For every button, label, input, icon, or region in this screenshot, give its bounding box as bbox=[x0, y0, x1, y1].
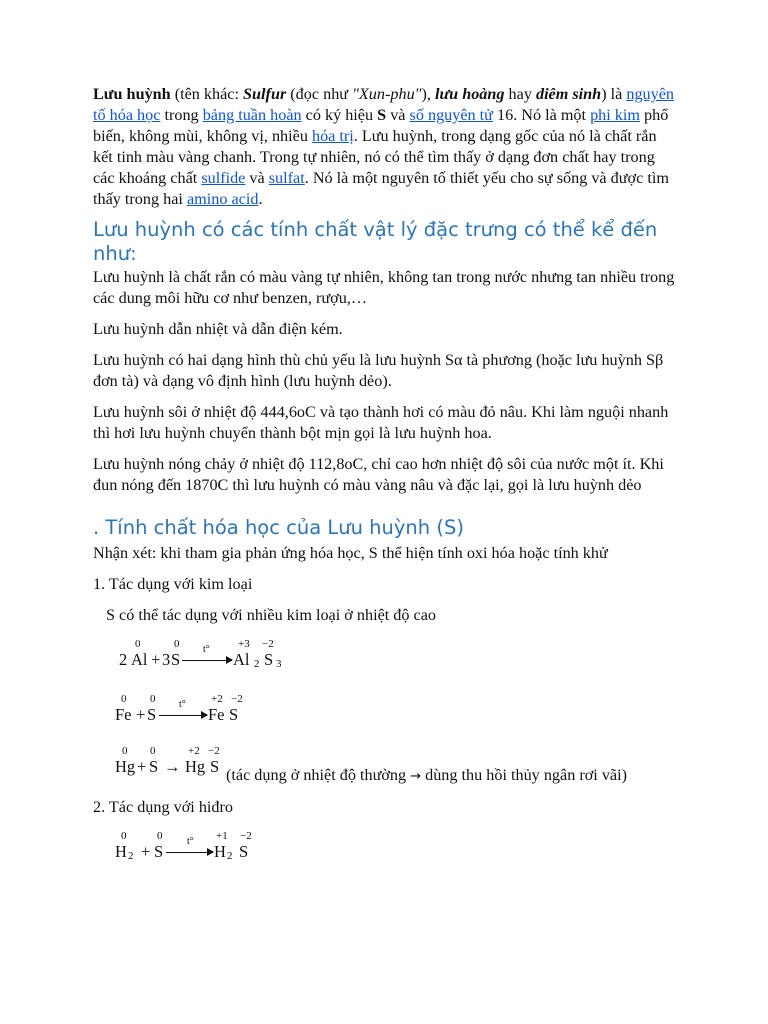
note-text: dùng thu hồi thủy ngân rơi vãi) bbox=[421, 766, 627, 784]
reaction-arrow bbox=[182, 660, 232, 661]
equation-al-s bbox=[119, 638, 678, 672]
plus-sign: + bbox=[137, 757, 147, 776]
condition-temperature: t° bbox=[203, 644, 210, 655]
coefficient: 2 bbox=[119, 650, 128, 669]
link-sulfat[interactable]: sulfat bbox=[268, 169, 305, 187]
text: . bbox=[258, 190, 263, 208]
reactant: H bbox=[115, 842, 127, 861]
physical-property-1: Lưu huỳnh là chất rắn có màu vàng tự nhiên, không tan trong nước nhưng tan nhiều trong các dung môi hữu cơ như benzen, rượu,… bbox=[93, 268, 675, 307]
text: trong bbox=[160, 106, 203, 124]
text: có ký hiệu bbox=[301, 106, 378, 124]
subscript: 3 bbox=[276, 658, 282, 670]
product: S bbox=[229, 705, 239, 724]
oxidation-state: −2 bbox=[262, 638, 274, 650]
equation-fe-s bbox=[115, 693, 678, 727]
text: và bbox=[245, 169, 269, 187]
oxidation-state: 0 bbox=[122, 745, 128, 757]
text: và bbox=[386, 106, 410, 124]
product: Hg bbox=[185, 757, 206, 776]
remark: Nhận xét: khi tham gia phản ứng hóa học, S thể hiện tính oxi hóa hoặc tính khử bbox=[93, 544, 608, 562]
condition-temperature: t° bbox=[187, 836, 194, 847]
reactant: S bbox=[149, 757, 159, 776]
text: hay bbox=[504, 85, 536, 103]
symbol-s: S bbox=[377, 106, 387, 124]
text: phổ biến, không mùi, không vị, nhiều bbox=[93, 106, 669, 145]
heading-physical-properties: Lưu huỳnh có các tính chất vật lý đặc trưng có thể kể đến như: bbox=[93, 218, 658, 265]
reactant: S bbox=[147, 705, 157, 724]
text: 16. Nó là một bbox=[492, 106, 591, 124]
oxidation-state: +1 bbox=[216, 830, 228, 842]
product: Al bbox=[233, 650, 250, 669]
oxidation-state: 0 bbox=[121, 830, 127, 842]
section-metals: 1. Tác dụng với kim loại bbox=[93, 575, 253, 593]
product: S bbox=[210, 757, 220, 776]
subscript: 2 bbox=[128, 850, 134, 862]
reaction-arrow bbox=[159, 715, 207, 716]
reactant: Fe bbox=[115, 705, 132, 724]
oxidation-state: −2 bbox=[208, 745, 220, 757]
reactant: Al bbox=[131, 650, 148, 669]
link-nguyen-to-hoa-hoc[interactable]: nguyên tố hóa học bbox=[93, 85, 675, 124]
physical-property-2: Lưu huỳnh dẫn nhiệt và dẫn điện kém. bbox=[93, 320, 343, 338]
text: . Nó là một nguyên tố thiết yếu cho sự sống và được tìm thấy trong hai bbox=[93, 169, 669, 208]
oxidation-state: +3 bbox=[238, 638, 250, 650]
text: ) là bbox=[601, 85, 627, 103]
link-hoa-tri[interactable]: hóa trị bbox=[311, 127, 354, 145]
link-bang-tuan-hoan[interactable]: bảng tuần hoàn bbox=[202, 106, 302, 124]
link-so-nguyen-tu[interactable]: số nguyên tử bbox=[409, 106, 493, 124]
term-sulfur-en: Sulfur bbox=[243, 85, 287, 103]
document-page bbox=[93, 84, 678, 864]
oxidation-state: 0 bbox=[121, 693, 127, 705]
subscript: 2 bbox=[254, 658, 260, 670]
section-hydrogen: 2. Tác dụng với hiđro bbox=[93, 798, 233, 816]
product: H bbox=[214, 842, 226, 861]
term-diem-sinh: diêm sinh bbox=[535, 85, 602, 103]
physical-property-4: Lưu huỳnh sôi ở nhiệt độ 444,6oC và tạo thành hơi có màu đỏ nâu. Khi làm nguội nhanh thì hơi lưu huỳnh chuyển thành bột mịn gọi là lưu huỳnh hoa. bbox=[93, 403, 669, 442]
oxidation-state: −2 bbox=[240, 830, 252, 842]
arrow-symbol: → bbox=[410, 769, 422, 784]
section-metals-lead: S có thể tác dụng với nhiều kim loại ở nhiệt độ cao bbox=[106, 606, 437, 624]
pronunciation: "Xun-phu" bbox=[352, 85, 422, 103]
arrow-symbol: → bbox=[164, 757, 181, 776]
condition-temperature: t° bbox=[179, 699, 186, 710]
physical-property-3: Lưu huỳnh có hai dạng hình thù chủ yếu là lưu huỳnh Sα tà phương (hoặc lưu huỳnh Sβ đơn tà) và dạng vô định hình (lưu huỳnh dẻo). bbox=[93, 351, 664, 390]
reactant: Hg bbox=[115, 757, 136, 776]
subscript: 2 bbox=[227, 850, 233, 862]
text: . Lưu huỳnh, trong dạng gốc của nó là chất rắn kết tinh màu vàng chanh. Trong tự nhiên, nó có thể tìm thấy ở dạng đơn chất hay trong các khoáng chất bbox=[93, 127, 657, 187]
intro-paragraph bbox=[93, 84, 678, 210]
equation-hg-s bbox=[115, 745, 235, 779]
oxidation-state: 0 bbox=[135, 638, 141, 650]
product: S bbox=[264, 650, 274, 669]
plus-sign: + bbox=[136, 705, 146, 724]
plus-sign: + bbox=[141, 842, 151, 861]
text: (đọc như bbox=[286, 85, 353, 103]
coefficient: 3 bbox=[162, 650, 171, 669]
heading-chemical-properties: . Tính chất hóa học của Lưu huỳnh (S) bbox=[93, 516, 464, 539]
reaction-arrow bbox=[166, 852, 213, 853]
term-sulfur-vi: Lưu huỳnh bbox=[93, 85, 171, 103]
oxidation-state: 0 bbox=[157, 830, 163, 842]
oxidation-state: +2 bbox=[188, 745, 200, 757]
link-sulfide[interactable]: sulfide bbox=[201, 169, 246, 187]
product: Fe bbox=[208, 705, 225, 724]
text: (tên khác: bbox=[170, 85, 244, 103]
equation-hg-s-block bbox=[93, 745, 678, 787]
equation-h2-s bbox=[115, 830, 678, 864]
note-text: (tác dụng ở nhiệt độ thường bbox=[226, 766, 411, 784]
reactant: S bbox=[171, 650, 181, 669]
oxidation-state: 0 bbox=[150, 745, 156, 757]
term-luu-hoang: lưu hoàng bbox=[434, 85, 505, 103]
text: ), bbox=[421, 85, 435, 103]
oxidation-state: 0 bbox=[150, 693, 156, 705]
plus-sign: + bbox=[151, 650, 161, 669]
link-phi-kim[interactable]: phi kim bbox=[590, 106, 640, 124]
link-amino-acid[interactable]: amino acid bbox=[186, 190, 259, 208]
oxidation-state: −2 bbox=[231, 693, 243, 705]
oxidation-state: +2 bbox=[211, 693, 223, 705]
oxidation-state: 0 bbox=[174, 638, 180, 650]
product: S bbox=[239, 842, 249, 861]
reactant: S bbox=[154, 842, 164, 861]
physical-property-5: Lưu huỳnh nóng chảy ở nhiệt độ 112,8oC, chỉ cao hơn nhiệt độ sôi của nước một ít. Khi đun nóng đến 1870C thì lưu huỳnh có màu vàng nâu và đặc lại, gọi là lưu huỳnh dẻo bbox=[93, 455, 664, 494]
